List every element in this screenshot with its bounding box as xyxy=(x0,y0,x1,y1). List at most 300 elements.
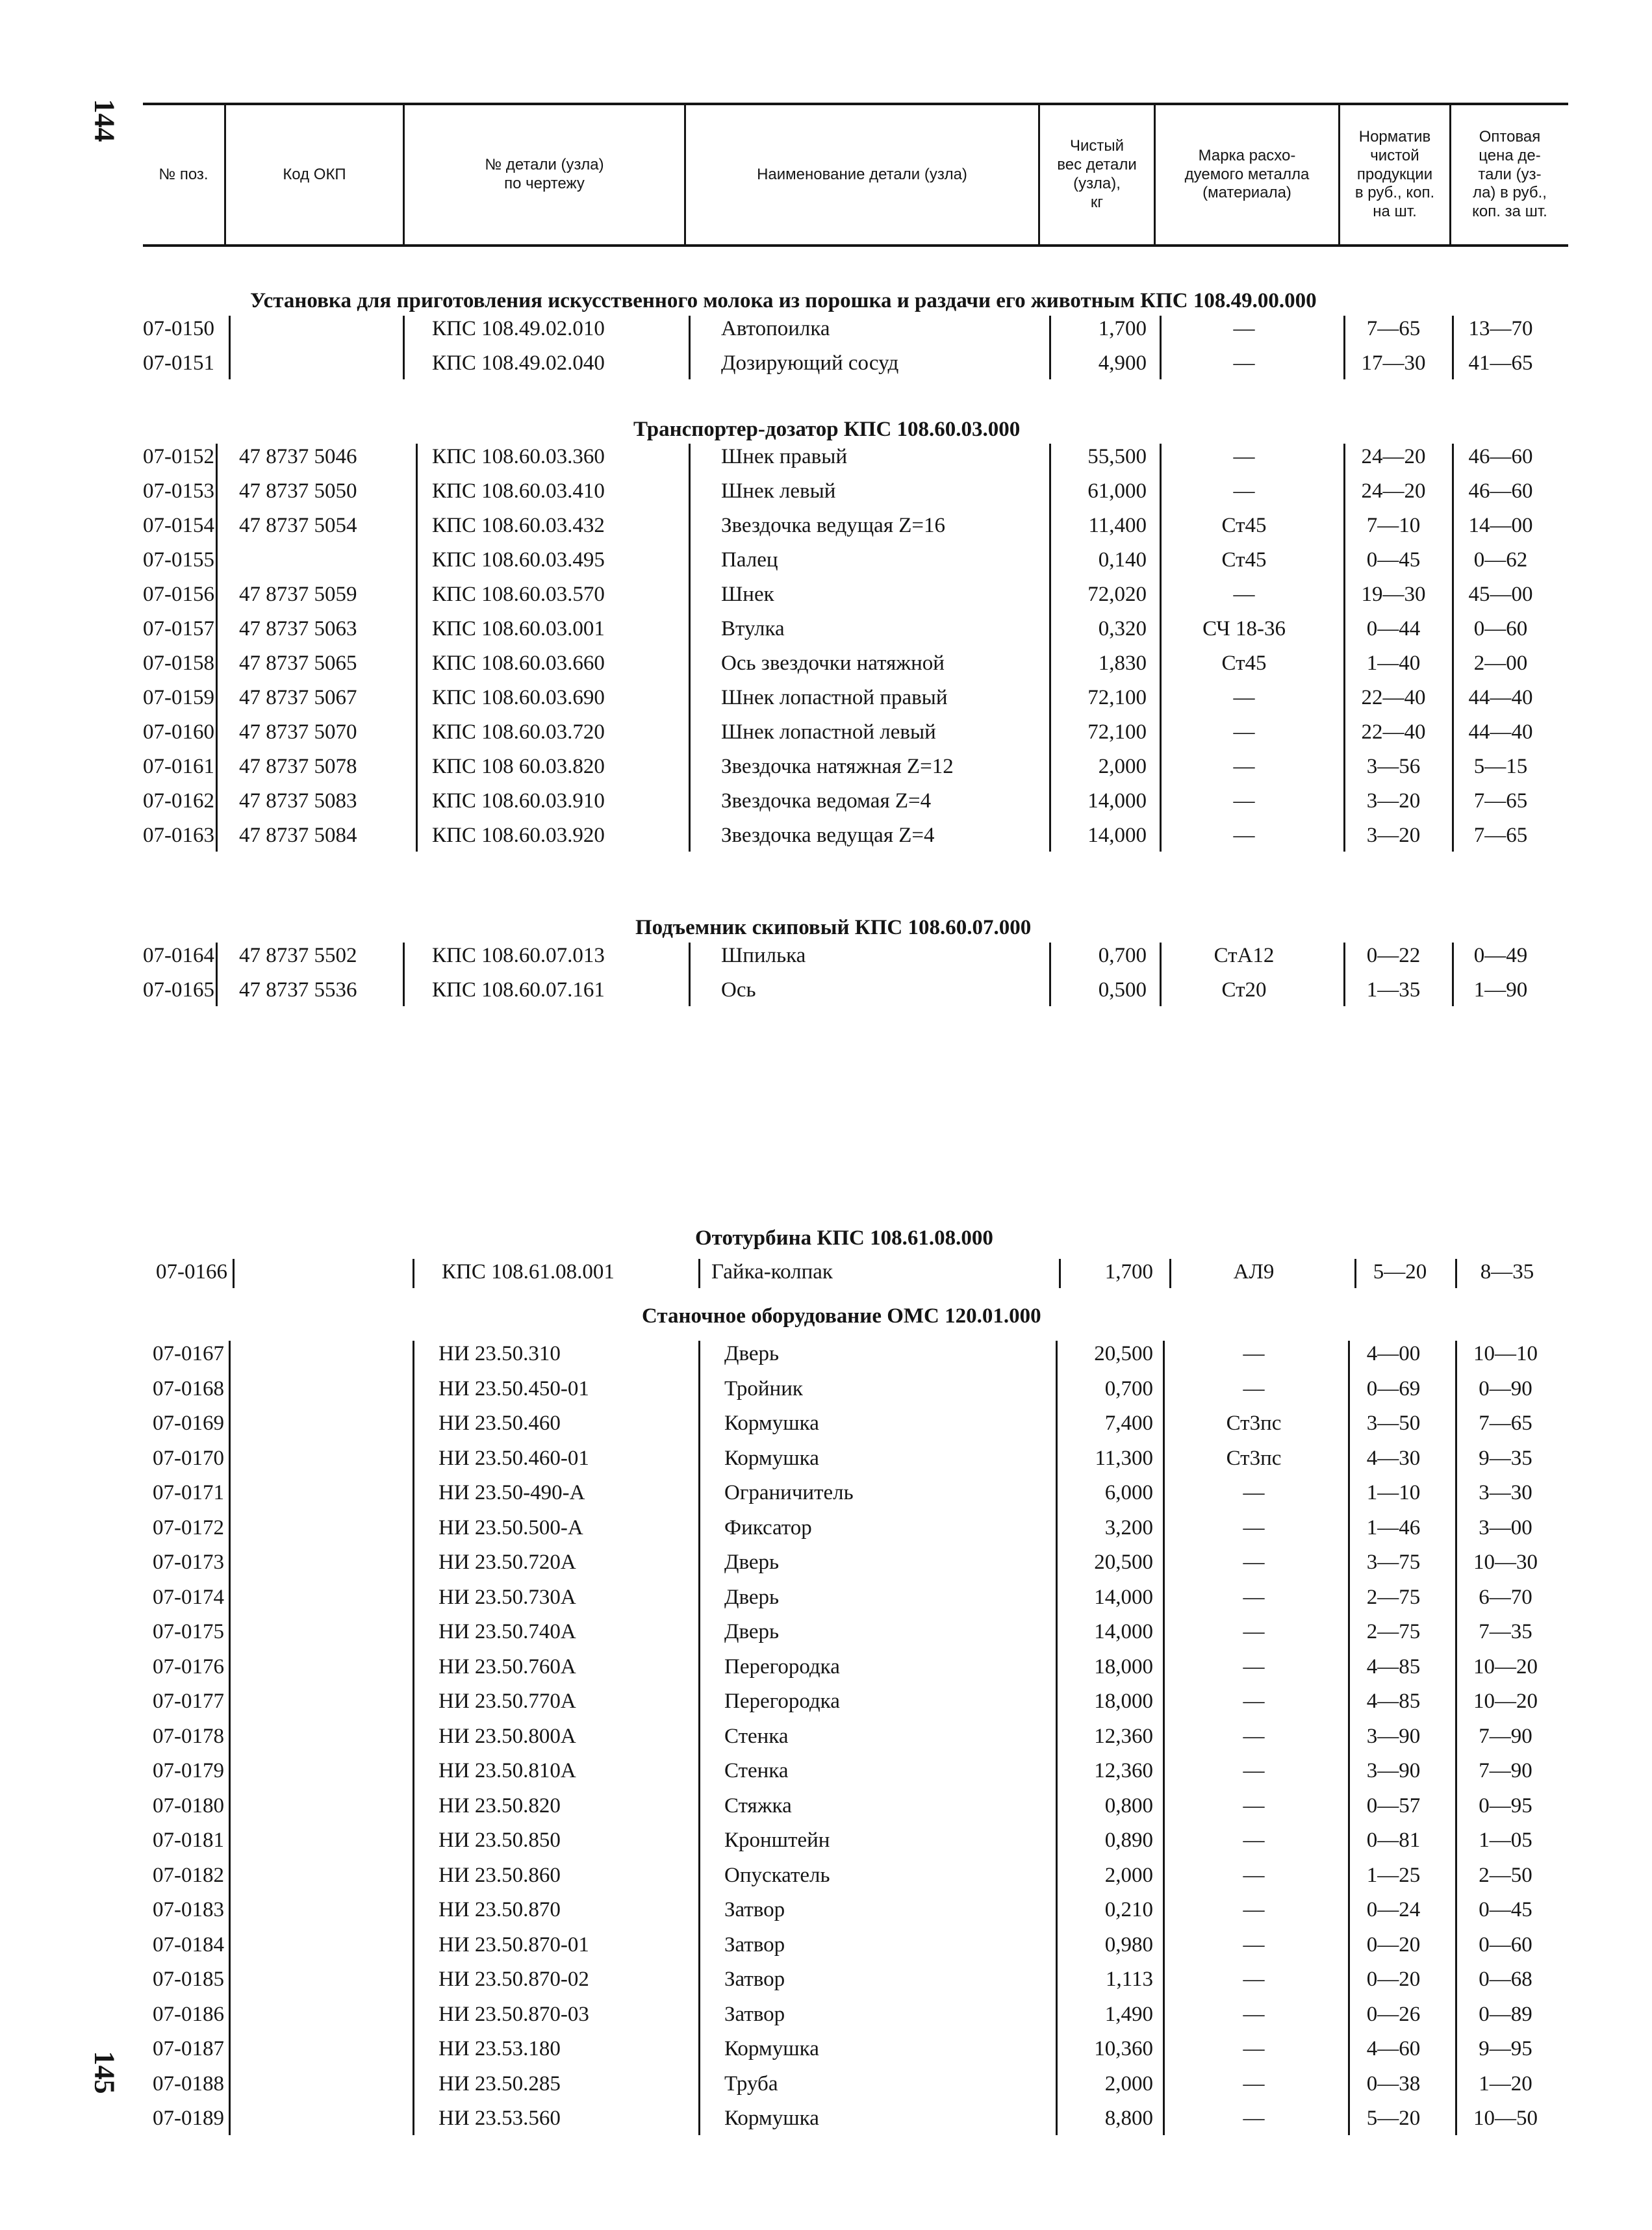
table-row xyxy=(0,1719,1532,1754)
cell-name: Автопоилка xyxy=(721,317,830,340)
column-divider xyxy=(1059,1259,1061,1288)
cell-weight: 0,980 xyxy=(1104,1932,1153,1957)
cell-material: — xyxy=(1243,1654,1265,1679)
cell-norm: 0—69 xyxy=(1366,1376,1421,1400)
column-divider xyxy=(233,1259,235,1288)
cell-norm: 1—46 xyxy=(1366,1515,1421,1539)
cell-price: 7—90 xyxy=(1479,1724,1532,1748)
table-row xyxy=(0,784,1528,818)
column-divider xyxy=(1452,444,1454,852)
cell-price: 1—90 xyxy=(1473,978,1528,1002)
cell-okp xyxy=(247,1823,390,1858)
cell-okp: 47 8737 5046 xyxy=(239,445,357,468)
cell-detail: НИ 23.50.800А xyxy=(438,1724,576,1748)
table-row xyxy=(0,939,1528,973)
cell-detail: НИ 23.50.460 xyxy=(438,1412,561,1435)
column-divider xyxy=(1163,1341,1165,2135)
cell-material: — xyxy=(1243,1585,1265,1609)
cell-okp xyxy=(247,1337,390,1371)
cell-detail: КПС 108.60.03.570 xyxy=(432,583,605,606)
cell-norm: 24—20 xyxy=(1361,479,1426,503)
table-row xyxy=(0,1684,1538,1719)
cell-norm: 2—75 xyxy=(1366,1620,1421,1643)
cell-pos: 07-0188 xyxy=(153,2072,224,2096)
cell-name: Звездочка ведущая Z=4 xyxy=(721,824,935,847)
cell-weight: 6,000 xyxy=(1104,1481,1153,1504)
cell-okp xyxy=(247,1789,390,1823)
section-title: Ототурбина КПС 108.61.08.000 xyxy=(695,1226,993,1250)
table-row xyxy=(0,1823,1532,1858)
cell-detail: НИ 23.50.870-03 xyxy=(438,2002,589,2026)
cell-detail: КПС 108.60.03.720 xyxy=(432,720,605,744)
cell-norm: 4—30 xyxy=(1366,1446,1421,1470)
cell-weight: 0,210 xyxy=(1104,1898,1153,1921)
cell-weight: 14,000 xyxy=(1087,824,1147,847)
cell-material: — xyxy=(1243,2107,1265,2130)
table-row xyxy=(0,474,1533,509)
cell-pos: 07-0155 xyxy=(143,548,214,572)
cell-okp xyxy=(247,2101,390,2136)
cell-okp: 47 8737 5536 xyxy=(239,978,357,1002)
cell-material: СтА12 xyxy=(1214,944,1275,967)
cell-material: — xyxy=(1243,1342,1265,1365)
cell-pos: 07-0180 xyxy=(153,1793,224,1818)
column-divider xyxy=(413,1259,414,1288)
column-divider xyxy=(698,1259,700,1288)
cell-norm: 4—00 xyxy=(1366,1342,1421,1365)
cell-detail: НИ 23.50.760А xyxy=(438,1654,576,1679)
cell-okp xyxy=(247,1997,390,2032)
cell-okp xyxy=(247,1545,390,1580)
cell-name: Ось xyxy=(721,978,756,1002)
cell-norm: 0—20 xyxy=(1366,1932,1421,1957)
column-divider xyxy=(1049,444,1051,852)
cell-detail: КПС 108.61.08.001 xyxy=(442,1260,615,1284)
cell-okp: 47 8737 5059 xyxy=(239,583,357,606)
cell-detail: НИ 23.53.180 xyxy=(438,2037,561,2060)
header-detail-no: № детали (узла) по чертежу xyxy=(485,156,604,192)
cell-norm: 0—44 xyxy=(1366,617,1421,640)
cell-material: — xyxy=(1243,1932,1265,1957)
cell-norm: 3—90 xyxy=(1366,1724,1421,1748)
cell-weight: 1,700 xyxy=(1098,317,1147,340)
table-row xyxy=(0,440,1533,474)
cell-norm: 3—50 xyxy=(1366,1412,1421,1435)
column-divider xyxy=(1455,1341,1457,2135)
cell-material: — xyxy=(1233,317,1255,340)
cell-name: Звездочка натяжная Z=12 xyxy=(721,755,954,778)
table-row xyxy=(0,681,1533,715)
cell-detail: КПС 108.60.03.432 xyxy=(432,514,605,537)
table-row xyxy=(0,1858,1532,1893)
cell-price: 10—30 xyxy=(1473,1551,1538,1574)
cell-detail: НИ 23.50.500-А xyxy=(438,1515,583,1539)
cell-price: 5—15 xyxy=(1473,755,1528,778)
cell-norm: 0—57 xyxy=(1366,1793,1421,1818)
cell-weight: 20,500 xyxy=(1094,1342,1153,1365)
cell-okp xyxy=(247,1928,390,1962)
cell-okp xyxy=(247,1372,390,1406)
cell-detail: НИ 23.50.860 xyxy=(438,1863,561,1887)
cell-name: Затвор xyxy=(724,1898,785,1921)
cell-name: Кронштейн xyxy=(724,1829,830,1852)
cell-weight: 72,020 xyxy=(1087,583,1147,606)
column-divider xyxy=(1049,316,1051,379)
cell-detail: НИ 23.50.285 xyxy=(438,2072,561,2096)
cell-name: Затвор xyxy=(724,1932,785,1957)
cell-okp xyxy=(247,1406,390,1441)
column-divider xyxy=(229,1341,231,2135)
cell-price: 0—68 xyxy=(1479,1968,1532,1991)
cell-okp xyxy=(247,1858,390,1893)
cell-weight: 0,700 xyxy=(1104,1376,1153,1400)
cell-price: 44—40 xyxy=(1468,720,1533,744)
cell-material: — xyxy=(1243,1759,1265,1782)
page-number-bottom: 145 xyxy=(88,2051,121,2094)
cell-name: Перегородка xyxy=(724,1690,840,1713)
cell-detail: НИ 23.50.310 xyxy=(438,1342,561,1365)
cell-norm: 22—40 xyxy=(1361,686,1426,709)
cell-norm: 22—40 xyxy=(1361,720,1426,744)
header-material: Марка расхо- дуемого металла (материала) xyxy=(1184,146,1310,202)
cell-name: Тройник xyxy=(724,1376,803,1400)
cell-material: — xyxy=(1243,1515,1265,1539)
cell-norm: 4—85 xyxy=(1366,1690,1421,1713)
cell-pos: 07-0179 xyxy=(153,1759,224,1782)
cell-okp xyxy=(247,2067,390,2101)
table-row xyxy=(0,1962,1532,1997)
cell-norm: 1—25 xyxy=(1366,1863,1421,1887)
column-divider xyxy=(1169,1259,1171,1288)
cell-norm: 4—60 xyxy=(1366,2037,1421,2060)
cell-detail: НИ 23.50.810А xyxy=(438,1759,576,1782)
cell-pos: 07-0178 xyxy=(153,1724,224,1748)
cell-pos: 07-0156 xyxy=(143,583,214,606)
cell-weight: 0,320 xyxy=(1098,617,1147,640)
table-row xyxy=(0,1441,1532,1476)
cell-name: Перегородка xyxy=(724,1654,840,1679)
cell-price: 46—60 xyxy=(1468,445,1533,468)
cell-okp xyxy=(247,1615,390,1649)
cell-norm: 4—85 xyxy=(1366,1654,1421,1679)
cell-okp: 47 8737 5054 xyxy=(239,514,357,537)
cell-weight: 0,800 xyxy=(1104,1793,1153,1818)
column-divider xyxy=(1343,316,1345,379)
cell-price: 10—20 xyxy=(1473,1654,1538,1679)
cell-name: Шнек левый xyxy=(721,479,836,503)
cell-okp xyxy=(247,1719,390,1754)
cell-price: 9—35 xyxy=(1479,1446,1532,1470)
cell-norm: 0—81 xyxy=(1366,1829,1421,1852)
header-pos: № поз. xyxy=(159,165,209,183)
cell-material: — xyxy=(1243,1376,1265,1400)
cell-norm: 0—26 xyxy=(1366,2002,1421,2026)
cell-price: 0—60 xyxy=(1473,617,1528,640)
header-okp: Код ОКП xyxy=(283,165,346,183)
cell-name: Шнек правый xyxy=(721,445,848,468)
cell-norm: 24—20 xyxy=(1361,445,1426,468)
cell-material: — xyxy=(1233,583,1255,606)
cell-pos: 07-0183 xyxy=(153,1898,224,1921)
cell-material: — xyxy=(1243,1724,1265,1748)
table-row xyxy=(0,1337,1538,1371)
cell-pos: 07-0167 xyxy=(153,1342,224,1365)
cell-price: 41—65 xyxy=(1468,351,1533,375)
cell-weight: 10,360 xyxy=(1094,2037,1153,2060)
table-row xyxy=(0,577,1533,612)
column-divider xyxy=(403,316,405,379)
cell-material: — xyxy=(1243,2037,1265,2060)
cell-name: Кормушка xyxy=(724,1446,819,1470)
cell-name: Стенка xyxy=(724,1724,789,1748)
table-row xyxy=(0,1406,1532,1441)
cell-name: Дозирующий сосуд xyxy=(721,351,899,375)
cell-okp: 47 8737 5065 xyxy=(239,652,357,675)
table-row xyxy=(0,1789,1532,1823)
column-divider xyxy=(403,943,405,1006)
cell-price: 13—70 xyxy=(1468,317,1533,340)
table-row xyxy=(0,818,1528,853)
cell-detail: НИ 23.50.740А xyxy=(438,1620,576,1643)
cell-price: 7—65 xyxy=(1473,789,1528,813)
cell-pos: 07-0158 xyxy=(143,652,214,675)
cell-detail: НИ 23.50.770А xyxy=(438,1690,576,1713)
cell-pos: 07-0189 xyxy=(153,2107,224,2130)
column-divider xyxy=(689,316,691,379)
cell-okp xyxy=(234,312,390,346)
cell-pos: 07-0166 xyxy=(156,1260,227,1284)
cell-weight: 55,500 xyxy=(1087,445,1147,468)
cell-norm: 7—10 xyxy=(1366,514,1421,537)
header-name: Наименование детали (узла) xyxy=(757,165,967,183)
section-title: Установка для приготовления искусственного молока из порошка и раздачи его животным КПС 108.49.00.000 xyxy=(250,289,1317,312)
cell-price: 3—00 xyxy=(1479,1515,1532,1539)
cell-price: 0—45 xyxy=(1479,1898,1532,1921)
cell-price: 7—65 xyxy=(1479,1412,1532,1435)
cell-okp xyxy=(247,1684,390,1719)
cell-detail: НИ 23.50.460-01 xyxy=(438,1446,589,1470)
cell-material: — xyxy=(1243,1481,1265,1504)
cell-name: Дверь xyxy=(724,1551,780,1574)
cell-okp xyxy=(247,2032,390,2066)
cell-material: АЛ9 xyxy=(1233,1260,1275,1284)
cell-price: 10—20 xyxy=(1473,1690,1538,1713)
cell-detail: КПС 108.60.03.410 xyxy=(432,479,605,503)
cell-pos: 07-0177 xyxy=(153,1690,224,1713)
cell-pos: 07-0187 xyxy=(153,2037,224,2060)
column-divider xyxy=(1455,1259,1457,1288)
cell-weight: 61,000 xyxy=(1087,479,1147,503)
cell-detail: КПС 108.60.03.360 xyxy=(432,445,605,468)
cell-price: 3—30 xyxy=(1479,1481,1532,1504)
cell-norm: 0—24 xyxy=(1366,1898,1421,1921)
cell-pos: 07-0153 xyxy=(143,479,214,503)
table-row xyxy=(0,715,1533,750)
section-title: Транспортер-дозатор КПС 108.60.03.000 xyxy=(633,418,1021,441)
cell-price: 14—00 xyxy=(1468,514,1533,537)
table-row xyxy=(0,1754,1532,1788)
cell-detail: КПС 108.60.03.690 xyxy=(432,686,605,709)
cell-price: 7—65 xyxy=(1473,824,1528,847)
cell-price: 1—05 xyxy=(1479,1829,1532,1852)
cell-norm: 1—40 xyxy=(1366,652,1421,675)
cell-pos: 07-0154 xyxy=(143,514,214,537)
cell-name: Фиксатор xyxy=(724,1515,812,1539)
cell-material: — xyxy=(1233,445,1255,468)
column-divider xyxy=(216,943,218,1006)
cell-name: Шнек лопастной левый xyxy=(721,720,936,744)
cell-norm: 0—20 xyxy=(1366,1968,1421,1991)
cell-weight: 72,100 xyxy=(1087,686,1147,709)
cell-norm: 2—75 xyxy=(1366,1585,1421,1609)
column-divider xyxy=(1343,444,1345,852)
cell-material: — xyxy=(1233,686,1255,709)
cell-weight: 14,000 xyxy=(1087,789,1147,813)
cell-price: 0—62 xyxy=(1473,548,1528,572)
cell-name: Дверь xyxy=(724,1620,780,1643)
table-row xyxy=(0,1476,1532,1510)
cell-price: 10—10 xyxy=(1473,1342,1538,1365)
cell-detail: КПС 108.60.03.001 xyxy=(432,617,605,640)
cell-price: 9—95 xyxy=(1479,2037,1532,2060)
cell-pos: 07-0181 xyxy=(153,1829,224,1852)
column-divider xyxy=(413,1341,414,2135)
cell-pos: 07-0160 xyxy=(143,720,214,744)
cell-weight: 1,113 xyxy=(1105,1968,1153,1991)
cell-pos: 07-0151 xyxy=(143,351,214,375)
cell-name: Труба xyxy=(724,2072,778,2096)
cell-name: Затвор xyxy=(724,1968,785,1991)
table-row xyxy=(0,2032,1532,2066)
cell-name: Опускатель xyxy=(724,1863,830,1887)
column-divider xyxy=(216,444,218,852)
table-row xyxy=(0,312,1533,346)
cell-material: Ст45 xyxy=(1221,548,1267,572)
cell-price: 45—00 xyxy=(1468,583,1533,606)
cell-pos: 07-0175 xyxy=(153,1620,224,1643)
cell-weight: 1,490 xyxy=(1104,2002,1153,2026)
cell-okp: 47 8737 5070 xyxy=(239,720,357,744)
cell-material: — xyxy=(1243,2002,1265,2026)
cell-material: — xyxy=(1243,1551,1265,1574)
page-number-top: 144 xyxy=(88,99,121,142)
cell-detail: НИ 23.50.850 xyxy=(438,1829,561,1852)
column-divider xyxy=(416,444,418,852)
cell-material: Ст20 xyxy=(1221,978,1267,1002)
cell-price: 2—00 xyxy=(1473,652,1528,675)
table-row xyxy=(0,1580,1532,1615)
cell-detail: КПС 108.49.02.040 xyxy=(432,351,605,375)
cell-detail: НИ 23.50.870-01 xyxy=(438,1932,589,1957)
table-row xyxy=(0,2067,1532,2101)
cell-name: Шнек лопастной правый xyxy=(721,686,948,709)
cell-norm: 1—10 xyxy=(1366,1481,1421,1504)
cell-weight: 1,830 xyxy=(1098,652,1147,675)
cell-material: Ст45 xyxy=(1221,652,1267,675)
cell-weight: 14,000 xyxy=(1094,1585,1153,1609)
column-divider xyxy=(1160,943,1162,1006)
cell-norm: 3—56 xyxy=(1366,755,1421,778)
cell-okp xyxy=(247,1511,390,1545)
cell-material: — xyxy=(1233,479,1255,503)
cell-okp: 47 8737 5502 xyxy=(239,944,357,967)
column-divider xyxy=(1160,444,1162,852)
cell-okp xyxy=(247,1441,390,1476)
cell-weight: 12,360 xyxy=(1094,1759,1153,1782)
cell-material: — xyxy=(1243,1620,1265,1643)
cell-norm: 3—20 xyxy=(1366,789,1421,813)
cell-weight: 0,140 xyxy=(1098,548,1147,572)
cell-pos: 07-0161 xyxy=(143,755,214,778)
cell-weight: 72,100 xyxy=(1087,720,1147,744)
header-norm: Норматив чистой продукции в руб., коп. на шт. xyxy=(1354,128,1435,221)
cell-material: — xyxy=(1243,1898,1265,1921)
column-divider xyxy=(1049,943,1051,1006)
cell-norm: 0—22 xyxy=(1366,944,1421,967)
cell-material: — xyxy=(1243,1863,1265,1887)
cell-material: — xyxy=(1233,351,1255,375)
cell-price: 1—20 xyxy=(1479,2072,1532,2096)
cell-detail: КПС 108 60.03.820 xyxy=(432,755,605,778)
cell-weight: 0,700 xyxy=(1098,944,1147,967)
cell-detail: НИ 23.50.720А xyxy=(438,1551,576,1574)
section-title: Подъемник скиповый КПС 108.60.07.000 xyxy=(635,916,1032,939)
cell-okp xyxy=(239,543,390,577)
table-row xyxy=(0,2101,1538,2136)
column-divider xyxy=(229,316,231,379)
cell-name: Ось звездочки натяжной xyxy=(721,652,945,675)
cell-weight: 2,000 xyxy=(1098,755,1147,778)
cell-pos: 07-0162 xyxy=(143,789,214,813)
cell-detail: НИ 23.50.820 xyxy=(438,1793,561,1818)
cell-okp xyxy=(247,1962,390,1997)
cell-weight: 4,900 xyxy=(1098,351,1147,375)
cell-norm: 3—20 xyxy=(1366,824,1421,847)
cell-material: — xyxy=(1233,824,1255,847)
table-row xyxy=(0,346,1533,381)
cell-okp xyxy=(247,1580,390,1615)
cell-price: 44—40 xyxy=(1468,686,1533,709)
column-divider xyxy=(698,1341,700,2135)
cell-norm: 5—20 xyxy=(1366,2107,1421,2130)
table-row xyxy=(0,750,1528,784)
cell-price: 8—35 xyxy=(1480,1260,1534,1284)
cell-name: Звездочка ведущая Z=16 xyxy=(721,514,946,537)
table-row xyxy=(0,1255,1534,1289)
cell-material: Ст45 xyxy=(1221,514,1267,537)
cell-material: Ст3пс xyxy=(1226,1412,1282,1435)
cell-price: 7—90 xyxy=(1479,1759,1532,1782)
cell-material: Ст3пс xyxy=(1226,1446,1282,1470)
table-row xyxy=(0,1545,1538,1580)
cell-pos: 07-0170 xyxy=(153,1446,224,1470)
cell-material: СЧ 18-36 xyxy=(1202,617,1286,640)
cell-price: 46—60 xyxy=(1468,479,1533,503)
cell-pos: 07-0165 xyxy=(143,978,214,1002)
cell-okp xyxy=(247,1754,390,1788)
cell-pos: 07-0159 xyxy=(143,686,214,709)
table-row xyxy=(0,1997,1532,2032)
cell-pos: 07-0169 xyxy=(153,1412,224,1435)
cell-weight: 11,300 xyxy=(1095,1446,1153,1470)
cell-material: — xyxy=(1243,2072,1265,2096)
cell-okp: 47 8737 5050 xyxy=(239,479,357,503)
cell-name: Шнек xyxy=(721,583,774,606)
cell-pos: 07-0172 xyxy=(153,1515,224,1539)
cell-material: — xyxy=(1243,1829,1265,1852)
cell-detail: КПС 108.60.03.920 xyxy=(432,824,605,847)
cell-name: Палец xyxy=(721,548,778,572)
